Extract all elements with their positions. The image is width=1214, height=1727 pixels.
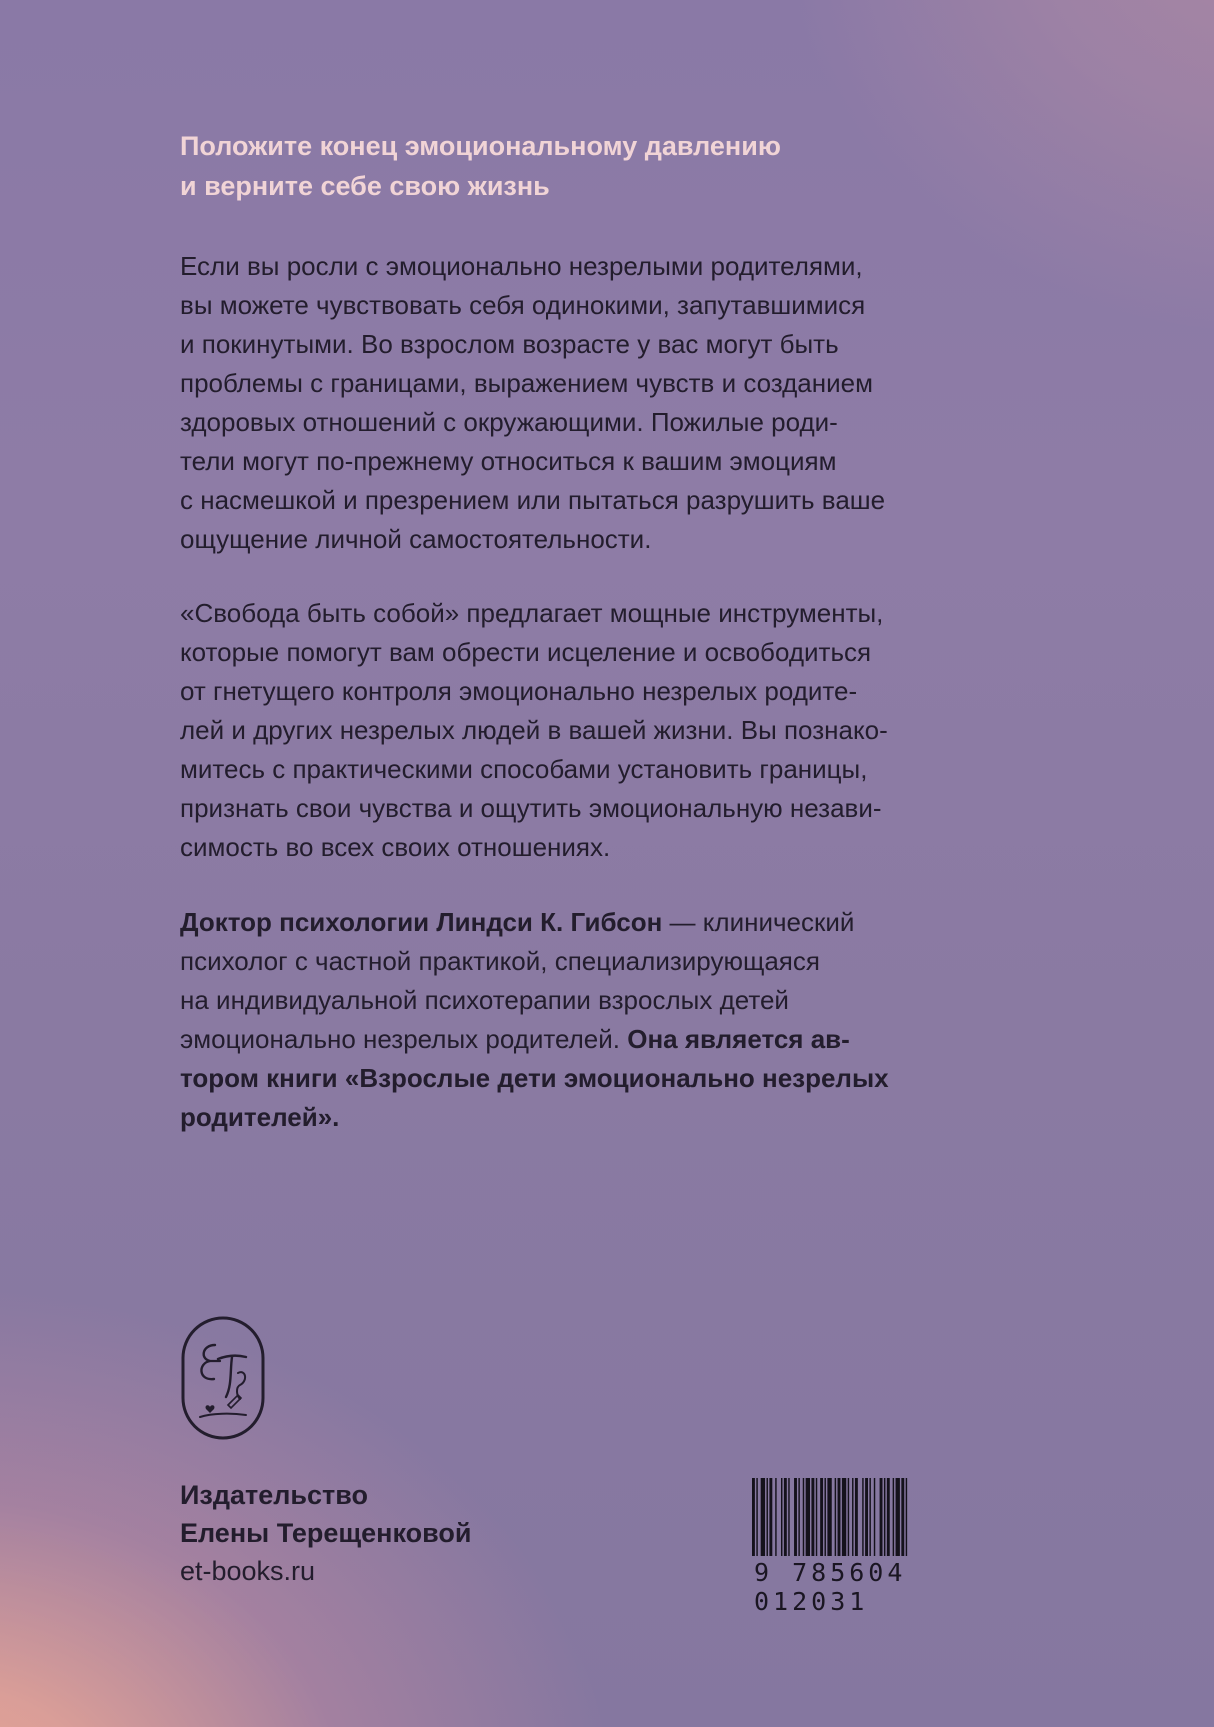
text-fragment: эмоционально незрелых родителей.	[180, 1024, 628, 1054]
description-paragraph-1	[180, 247, 1060, 559]
author-name: Доктор психологии Линдси К. Гибсон	[180, 907, 663, 937]
publisher-logo-icon	[180, 1315, 266, 1441]
barcode-bar	[855, 1478, 858, 1556]
barcode-bar	[794, 1478, 797, 1556]
text-line	[180, 1020, 1060, 1059]
author-bio-paragraph	[180, 903, 1060, 1137]
barcode-bar	[848, 1478, 849, 1556]
barcode-bar	[865, 1478, 868, 1556]
description-paragraph-2	[180, 594, 1060, 867]
text-line: психолог с частной практикой, специализирующаяся	[180, 946, 820, 976]
barcode-bar	[838, 1478, 841, 1556]
barcode-bar	[752, 1478, 755, 1556]
barcode-bar	[896, 1478, 900, 1556]
barcode-bar	[906, 1478, 907, 1556]
barcode-bar	[820, 1478, 823, 1556]
publisher-name-line-1: Издательство	[180, 1480, 368, 1510]
barcode-bar	[806, 1478, 810, 1556]
text-line: и покинутыми. Во взрослом возрасте у вас могут быть	[180, 329, 839, 359]
barcode-bar	[862, 1478, 863, 1556]
text-line: митесь с практическими способами установить границы,	[180, 754, 868, 784]
barcode-bar	[781, 1478, 782, 1556]
text-line: «Свобода быть собой» предлагает мощные инструменты,	[180, 598, 884, 628]
tagline-line-1: Положите конец эмоциональному давлению	[180, 131, 781, 161]
text-line: ощущение личной самостоятельности.	[180, 524, 652, 554]
barcode-bar	[842, 1478, 846, 1556]
text-line: на индивидуальной психотерапии взрослых детей	[180, 985, 789, 1015]
publisher-info	[180, 1476, 471, 1590]
publisher-logo	[180, 1315, 266, 1441]
text-line: от гнетущего контроля эмоционально незрелых родите-	[180, 676, 858, 706]
tagline	[180, 126, 1080, 206]
barcode-bar	[775, 1478, 776, 1556]
barcode-bar	[893, 1478, 894, 1556]
barcode-bar	[756, 1478, 757, 1556]
barcode-bar	[811, 1478, 814, 1556]
barcode-bar	[788, 1478, 789, 1556]
barcode-bar	[769, 1478, 772, 1556]
barcode-bar	[784, 1478, 787, 1556]
barcode-bar	[825, 1478, 826, 1556]
barcode-icon	[752, 1478, 1032, 1558]
barcode-bar	[835, 1478, 836, 1556]
barcode-bar	[816, 1478, 817, 1556]
tagline-line-2: и верните себе свою жизнь	[180, 171, 550, 201]
barcode-bar	[827, 1478, 831, 1556]
text-fragment: — клинический	[662, 907, 855, 937]
text-line: которые помогут вам обрести исцеление и освободиться	[180, 637, 872, 667]
barcode-bar	[761, 1478, 765, 1556]
barcode-bar	[803, 1478, 804, 1556]
text-line: с насмешкой и презрением или пытаться разрушить ваше	[180, 485, 886, 515]
text-line: тели могут по-прежнему относиться к вашим эмоциям	[180, 446, 837, 476]
text-line: признать свои чувства и ощутить эмоциональную незави-	[180, 793, 882, 823]
text-line: Если вы росли с эмоционально незрелыми родителями,	[180, 251, 863, 281]
text-line: тором книги «Взрослые дети эмоционально незрелых	[180, 1063, 889, 1093]
barcode-bar	[869, 1478, 870, 1556]
text-line: вы можете чувствовать себя одинокими, запутавшимися	[180, 290, 866, 320]
text-line: здоровых отношений с окружающими. Пожилые роди-	[180, 407, 838, 437]
barcode-bar	[852, 1478, 853, 1556]
isbn-number: 9 785604 012031	[754, 1558, 907, 1616]
barcode-bar	[880, 1478, 883, 1556]
text-fragment-bold: Она является ав-	[627, 1024, 850, 1054]
barcode-bar	[887, 1478, 890, 1556]
barcode-bar	[874, 1478, 875, 1556]
text-line: проблемы с границами, выражением чувств и созданием	[180, 368, 873, 398]
text-line: родителей».	[180, 1102, 340, 1132]
barcode-bar	[884, 1478, 885, 1556]
text-line: симость во всех своих отношениях.	[180, 832, 611, 862]
publisher-website: et-books.ru	[180, 1556, 316, 1586]
publisher-name-line-2: Елены Терещенковой	[180, 1518, 472, 1548]
text-line: лей и других незрелых людей в вашей жизни. Вы познако-	[180, 715, 888, 745]
barcode-bar	[901, 1478, 904, 1556]
barcode-bar	[798, 1478, 799, 1556]
barcode-bar	[767, 1478, 768, 1556]
text-line	[180, 903, 1060, 942]
